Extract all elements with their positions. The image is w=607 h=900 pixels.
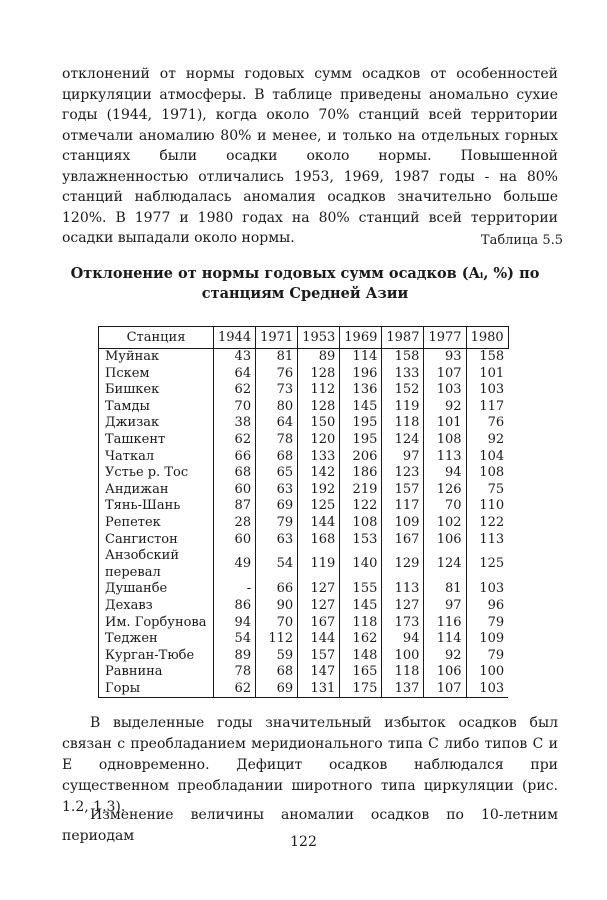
anomaly-value: 140 [340,548,382,581]
anomaly-value: 79 [487,614,505,630]
anomaly-value: 62 [234,431,252,447]
anomaly-value: 89 [318,349,336,364]
anomaly-value: 87 [234,498,252,514]
anomaly-value: 68 [256,664,298,681]
anomaly-value: 112 [256,631,298,648]
anomaly-value: 60 [234,531,252,547]
anomaly-value: 113 [479,531,505,547]
anomaly-value: 165 [340,664,382,681]
anomaly-value: 113 [424,449,466,466]
anomaly-value: 69 [256,498,298,515]
table-row [99,349,509,366]
anomaly-value: 101 [424,415,466,432]
anomaly-value: 79 [256,515,298,532]
station-name: Сангистон [99,532,214,549]
anomaly-value: 92 [424,648,466,665]
anomaly-value: 108 [479,465,505,481]
table-row [99,515,509,532]
anomaly-value: 144 [310,631,336,647]
anomaly-value: 133 [394,365,420,381]
anomaly-value: 206 [340,449,382,466]
anomaly-value: 66 [256,581,298,598]
anomaly-value: 28 [234,514,252,530]
anomaly-value: 79 [487,647,505,663]
table-row [99,548,509,581]
station-name: Пскем [99,366,214,383]
anomaly-value: 68 [234,465,252,481]
table-number: Таблица 5.5 [480,233,563,248]
anomaly-value: 196 [340,366,382,383]
anomaly-value: 63 [256,532,298,549]
anomaly-value: 81 [424,581,466,598]
station-name: Андижан [99,482,214,499]
anomaly-value: 43 [234,349,252,364]
anomaly-value: 97 [424,598,466,615]
anomaly-value: 120 [310,431,336,447]
anomaly-value: 158 [394,349,420,364]
station-name: Душанбе [99,581,214,598]
paragraph-last: Изменение величины аномалии осадков по 10-летним периодам [62,807,558,844]
anomaly-value: 70 [256,615,298,632]
anomaly-value: 116 [424,615,466,632]
anomaly-value: 137 [382,681,424,698]
anomaly-value: 54 [234,631,252,647]
station-name: Бишкек [99,382,214,399]
header-year: 1987 [382,327,424,349]
anomaly-value: 107 [424,681,466,698]
table-row [99,465,509,482]
anomaly-value: 117 [394,498,420,514]
table-header-row [99,327,509,349]
anomaly-value: 104 [479,448,505,464]
anomaly-value: 192 [310,481,336,497]
anomaly-value: 128 [310,398,336,414]
anomaly-value: 73 [256,382,298,399]
anomaly-value: 158 [479,349,505,364]
table-row [99,399,509,416]
table-row [99,598,509,615]
anomaly-value: 127 [310,597,336,613]
anomaly-value: 108 [340,515,382,532]
station-name: Теджен [99,631,214,648]
anomaly-value: 127 [394,597,420,613]
anomaly-value: 167 [310,614,336,630]
table-row [99,532,509,549]
table-row [99,664,509,681]
anomaly-value: 63 [256,482,298,499]
table-row [99,366,509,383]
anomaly-value: 64 [234,365,252,381]
anomaly-value: 106 [424,664,466,681]
anomaly-value: 195 [340,432,382,449]
anomaly-value: 113 [394,581,420,597]
header-station: Станция [99,327,214,349]
table-row [99,681,509,698]
header-year: 1944 [214,327,256,349]
anomaly-value: 145 [340,598,382,615]
anomaly-value: 133 [310,448,336,464]
anomaly-value: 93 [424,349,466,366]
anomaly-value: 152 [394,382,420,398]
table-row [99,581,509,598]
anomaly-value: 118 [394,664,420,680]
page-number: 122 [290,834,317,850]
anomaly-value: 114 [340,349,382,366]
anomaly-value: 59 [256,648,298,665]
anomaly-value: 100 [394,647,420,663]
anomaly-value: 103 [466,681,508,698]
anomaly-value: 109 [394,514,420,530]
anomaly-value: 78 [234,664,252,680]
anomaly-value: 49 [234,556,252,572]
header-year: 1977 [424,327,466,349]
table-row [99,382,509,399]
anomaly-value: 157 [310,647,336,663]
anomaly-value: 109 [479,631,505,647]
anomaly-value: 106 [424,532,466,549]
anomaly-value: 66 [234,448,252,464]
anomaly-value: 157 [394,481,420,497]
anomaly-value: 162 [340,631,382,648]
anomaly-value: 68 [256,449,298,466]
anomaly-value: 127 [310,581,336,597]
anomaly-value: 129 [394,556,420,572]
station-name: Тянь-Шань [99,498,214,515]
anomaly-value: 70 [234,398,252,414]
header-year: 1953 [298,327,340,349]
anomaly-value: 219 [340,482,382,499]
anomaly-value: 80 [256,399,298,416]
anomaly-value: 81 [256,349,298,366]
anomaly-value: 76 [256,366,298,383]
station-name: Ташкент [99,432,214,449]
header-year: 1969 [340,327,382,349]
station-name: Устье р. Тос [99,465,214,482]
table-row [99,482,509,499]
table-row [99,449,509,466]
station-name: Муйнак [99,349,214,366]
table-row [99,615,509,632]
anomaly-value: 90 [256,598,298,615]
station-name: Дехавз [99,598,214,615]
anomaly-value: 94 [424,465,466,482]
precipitation-table [98,326,509,698]
anomaly-value: 103 [424,382,466,399]
anomaly-value: 92 [424,399,466,416]
station-name: Тамды [99,399,214,416]
anomaly-value: 75 [487,481,505,497]
anomaly-value: 86 [234,597,252,613]
anomaly-value: 167 [394,531,420,547]
anomaly-value: 136 [340,382,382,399]
anomaly-value: 114 [424,631,466,648]
anomaly-value: 94 [402,631,420,647]
station-name: Анзобский перевал [99,548,214,581]
anomaly-value: 119 [394,398,420,414]
anomaly-value: 144 [310,514,336,530]
anomaly-value: 153 [340,532,382,549]
anomaly-value: 122 [479,514,505,530]
anomaly-value: 65 [256,465,298,482]
anomaly-value: 173 [394,614,420,630]
anomaly-value: 69 [256,681,298,698]
anomaly-value: 119 [310,556,336,572]
anomaly-value: 103 [479,581,505,597]
anomaly-value: 123 [394,465,420,481]
anomaly-value: 76 [487,415,505,431]
table-row [99,432,509,449]
header-year: 1980 [466,327,508,349]
anomaly-value: 92 [487,431,505,447]
paragraph-bottom: В выделенные годы значительный избыток осадков был связан с преобладанием меридионального типа С либо типов С и Е одновременно. Дефицит осадков наблюдался при существенном преобладании широтного типа циркуляции (рис. 1.2, 1.3). [62,715,558,815]
anomaly-value: 145 [340,399,382,416]
anomaly-value: 89 [234,647,252,663]
anomaly-value: 117 [479,398,505,414]
anomaly-value: 107 [424,366,466,383]
paragraph-top: отклонений от нормы годовых сумм осадков от особенностей циркуляции атмосферы. В таблице приведены аномально сухие годы (1944, 1971), когда около 70% станций всей территории отмечали аномалию 80% и менее, и только на отдельных горных станциях были осадки около нормы. Повышенной увлажненностью отличались 1953, 1969, 1987 годы - на 80% станций наблюдалась аномалия осадков значительно больше 120%. В 1977 и 1980 годах на 80% станций всей территории осадки выпадали около нормы. [62,66,558,246]
station-name: Курган-Тюбе [99,648,214,665]
anomaly-value: 100 [479,664,505,680]
anomaly-value: 101 [479,365,505,381]
anomaly-value: 118 [340,615,382,632]
station-name: Репетек [99,515,214,532]
anomaly-value: 124 [394,431,420,447]
anomaly-value: 142 [310,465,336,481]
anomaly-value: 125 [479,556,505,572]
anomaly-value: 94 [234,614,252,630]
station-name: Джизак [99,415,214,432]
anomaly-value: 103 [479,382,505,398]
anomaly-value: 125 [310,498,336,514]
anomaly-value: 62 [234,382,252,398]
anomaly-value: 110 [479,498,505,514]
anomaly-value: 102 [424,515,466,532]
anomaly-value: 64 [256,415,298,432]
anomaly-value: 60 [234,481,252,497]
table-row [99,415,509,432]
anomaly-value: 147 [310,664,336,680]
anomaly-value: 155 [340,581,382,598]
anomaly-value: 38 [234,415,252,431]
anomaly-value: 128 [310,365,336,381]
anomaly-value: - [246,581,252,597]
anomaly-value: 62 [214,681,256,698]
anomaly-value: 112 [310,382,336,398]
station-name: Равнина [99,664,214,681]
anomaly-value: 54 [256,548,298,581]
anomaly-value: 175 [340,681,382,698]
anomaly-value: 126 [424,482,466,499]
table-row [99,631,509,648]
anomaly-value: 186 [340,465,382,482]
anomaly-value: 124 [424,548,466,581]
anomaly-value: 131 [298,681,340,698]
table-body [99,349,509,698]
anomaly-value: 168 [310,531,336,547]
anomaly-value: 118 [394,415,420,431]
table-title: Отклонение от нормы годовых сумм осадков (Aᵢ, %) по станциям Средней Азии [70,265,540,302]
table-row [99,648,509,665]
anomaly-value: 78 [256,432,298,449]
anomaly-value: 150 [310,415,336,431]
table-row [99,498,509,515]
anomaly-value: 195 [340,415,382,432]
anomaly-value: 97 [402,448,420,464]
anomaly-value: 122 [340,498,382,515]
anomaly-value: 96 [487,597,505,613]
header-year: 1971 [256,327,298,349]
anomaly-value: 148 [340,648,382,665]
station-name: Им. Горбунова [99,615,214,632]
station-name: Горы [99,681,214,698]
anomaly-value: 70 [424,498,466,515]
anomaly-value: 108 [424,432,466,449]
station-name: Чаткал [99,449,214,466]
